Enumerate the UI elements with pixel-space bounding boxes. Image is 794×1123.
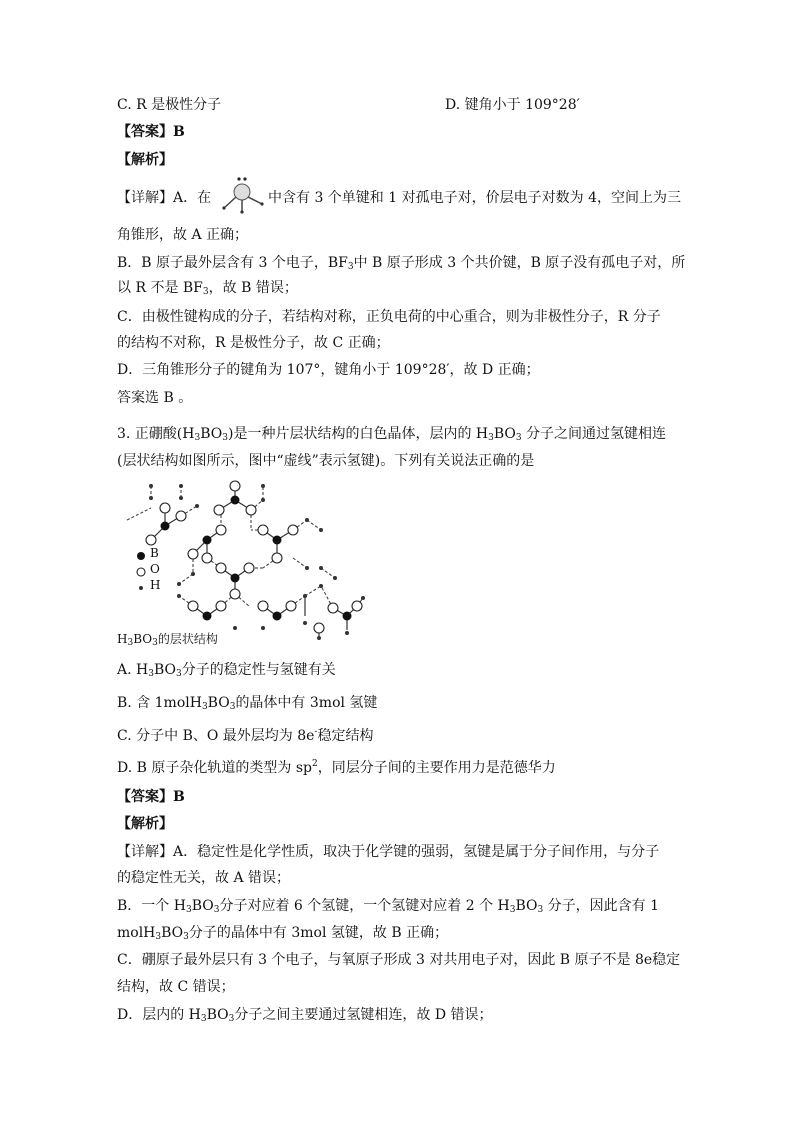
trigonal-pyramid-molecule-icon: [218, 176, 268, 216]
s: 3: [127, 638, 134, 648]
s: 3: [185, 905, 192, 915]
answer-label: 【答案】B: [117, 124, 185, 140]
t: D. B 原子杂化轨道的类型为 sp: [117, 760, 312, 776]
legend-b: B: [150, 546, 159, 560]
t: molH: [117, 925, 156, 941]
s: 3: [222, 433, 228, 443]
s: 3: [201, 702, 208, 712]
s: 3: [152, 638, 158, 648]
q3-stem-line2: (层状结构如图所示，图中“虚线”表示氢键)。下列有关说法正确的是: [117, 453, 535, 469]
detail-a-line: [117, 188, 211, 208]
t: BO: [161, 925, 184, 941]
t: 分子的稳定性与氢键有关: [181, 662, 336, 678]
q3-option-a: [117, 660, 336, 680]
t: H: [117, 632, 128, 646]
q3-answer-label: 【答案】B: [117, 789, 185, 805]
t: B．一个 H: [117, 898, 186, 914]
detail-a-cont: 角锥形，故 A 正确；: [117, 227, 249, 243]
s: 3: [200, 1014, 207, 1024]
t: 分子的晶体中有 3mol 氢键，故 B 正确；: [188, 925, 449, 941]
q3-option-c: [117, 726, 373, 746]
t: BO: [191, 898, 214, 914]
s: 3: [488, 433, 494, 443]
legend-h: H: [150, 578, 161, 592]
q3-option-b: [117, 693, 377, 713]
text: ，故 B 错误；: [208, 280, 298, 296]
s: 3: [229, 702, 236, 712]
s: 3: [213, 905, 220, 915]
s: -: [314, 727, 318, 737]
t: BO: [207, 695, 230, 711]
detail-d-line: D．三角锥形分子的键角为 107°，键角小于 109°28′，故 D 正确；: [117, 362, 540, 378]
s: 3: [148, 669, 154, 679]
t: ，同层分子间的主要作用力是范德华力: [317, 760, 556, 776]
t: BO: [200, 426, 223, 442]
s: 3: [537, 905, 544, 915]
detail-c-line2: 的结构不对称，R 是极性分子，故 C 正确；: [117, 335, 390, 351]
s: 3: [515, 433, 522, 443]
q3-detail-c2: 结构，故 C 错误；: [117, 979, 235, 995]
t: D．层内的 H: [117, 1007, 201, 1023]
detail-b-line1: [117, 253, 685, 273]
q3-detail-d: [117, 1005, 493, 1025]
t: 分子之间主要通过氢键相连，故 D 错误；: [234, 1007, 493, 1023]
t: BO: [493, 426, 516, 442]
t: A. H: [117, 662, 149, 678]
t: 分子对应着 6 个氢键，一个氢键对应着 2 个 H: [219, 898, 510, 914]
q3-detail-a1: 【详解】A．稳定性是化学性质，取决于化学键的强弱，氢键是属于分子间作用，与分子: [117, 844, 660, 860]
legend-o: O: [150, 562, 160, 576]
q3-detail-a2: 的稳定性无关，故 A 错误；: [117, 870, 291, 886]
t: BO: [153, 662, 176, 678]
detail-a-post: 中含有 3 个单键和 1 对孤电子对，价层电子对数为 4，空间上为三: [268, 190, 681, 206]
figure-caption: [117, 629, 218, 649]
t: B. 含 1molH: [117, 695, 202, 711]
sub: 3: [202, 287, 209, 297]
q3-detail-b2: [117, 923, 448, 943]
t: 分子之间通过氢键相连: [521, 426, 667, 442]
t: 的晶体中有 3mol 氢键: [235, 695, 378, 711]
s: 3: [176, 669, 182, 679]
detail-a-pre: 【详解】A．在: [117, 190, 212, 206]
s: 3: [155, 932, 162, 942]
text: B．B 原子最外层含有 3 个电子，BF: [117, 255, 348, 271]
t: BO: [133, 632, 153, 646]
t: C. 分子中 B、O 最外层均为 8e: [117, 728, 315, 744]
t: BO: [206, 1007, 229, 1023]
conclusion: 答案选 B 。: [117, 390, 193, 406]
sub: 3: [347, 262, 354, 272]
text: 以 R 不是 BF: [117, 280, 203, 296]
detail-b-line2: [117, 278, 298, 298]
s: 2: [311, 759, 318, 769]
detail-c-line1: C．由极性键构成的分子，若结构对称，正负电荷的中心重合，则为非极性分子，R 分子: [117, 309, 661, 325]
q3-detail-c1: C．硼原子最外层只有 3 个电子，与氧原子形成 3 对共用电子对，因此 B 原子不是 8e稳定: [117, 952, 681, 968]
q3-detail-b1: [117, 896, 659, 916]
t: )是一种片层状结构的白色晶体，层内的 H: [227, 426, 489, 442]
option-c: C. R 是极性分子: [117, 97, 222, 113]
boric-acid-structure-diagram: [117, 478, 367, 643]
option-d: D. 键角小于 109°28′: [445, 97, 580, 113]
q3-stem-line1: [117, 424, 666, 444]
s: 3: [194, 433, 201, 443]
t: BO: [515, 898, 538, 914]
s: 3: [183, 932, 189, 942]
analysis-label: 【解析】: [117, 152, 173, 168]
t: 的层状结构: [157, 632, 218, 646]
t: 3. 正硼酸(H: [117, 426, 195, 442]
q3-option-d: [117, 758, 556, 778]
t: 分子，因此含有 1: [543, 898, 660, 914]
q3-analysis-label: 【解析】: [117, 816, 173, 832]
s: 3: [509, 905, 516, 915]
s: 3: [228, 1014, 235, 1024]
text: 中 B 原子形成 3 个共价键，B 原子没有孤电子对，所: [353, 255, 686, 271]
t: 稳定结构: [317, 728, 374, 744]
